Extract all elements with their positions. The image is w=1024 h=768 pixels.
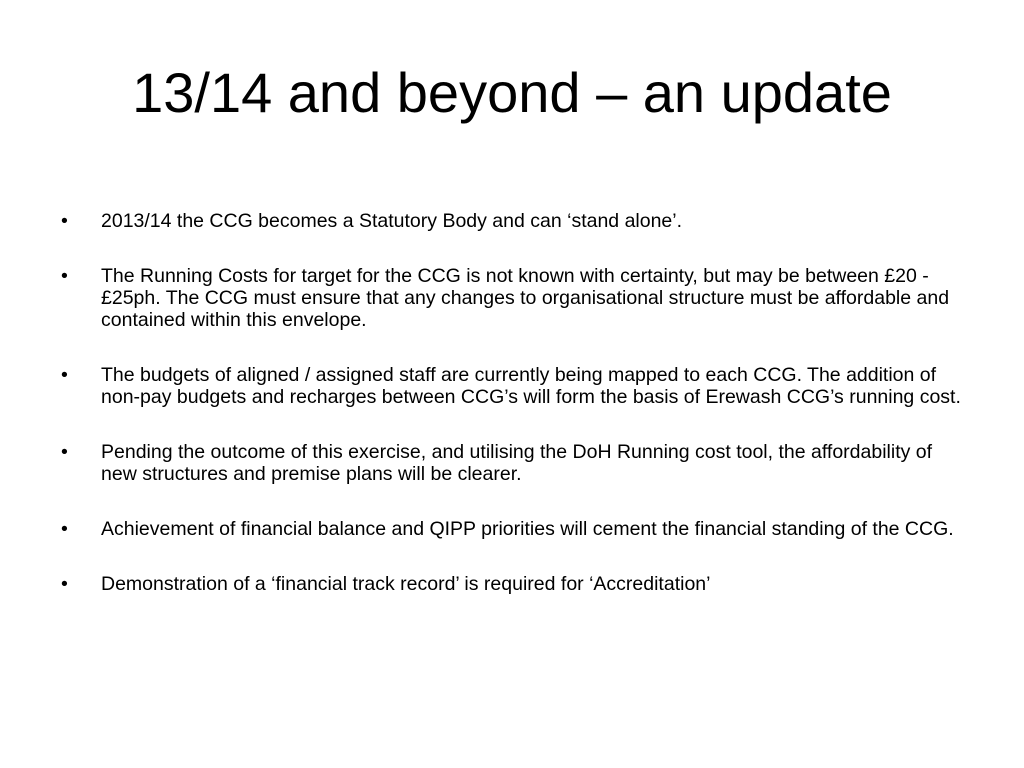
bullet-text: Demonstration of a ‘financial track record’ is required for ‘Accreditation’ bbox=[101, 573, 711, 595]
bullet-marker: • bbox=[61, 364, 68, 386]
bullet-item bbox=[60, 210, 970, 232]
bullet-marker: • bbox=[61, 518, 68, 540]
bullet-marker: • bbox=[61, 573, 68, 595]
bullet-text: The budgets of aligned / assigned staff are currently being mapped to each CCG. The addition of non-pay budgets and recharges between CCG’s will form the basis of Erewash CCG’s running cost. bbox=[101, 364, 961, 408]
bullet-text: Achievement of financial balance and QIPP priorities will cement the financial standing of the CCG. bbox=[101, 518, 954, 540]
bullet-marker: • bbox=[61, 265, 68, 287]
bullet-item bbox=[60, 441, 970, 485]
bullet-text: Pending the outcome of this exercise, and utilising the DoH Running cost tool, the affordability of new structures and premise plans will be clearer. bbox=[101, 441, 933, 485]
bullet-text: The Running Costs for target for the CCG is not known with certainty, but may be between £20 - £25ph. The CCG must ensure that any changes to organisational structure must be affordable and contained within this envelope. bbox=[101, 265, 950, 331]
slide-title: 13/14 and beyond – an update bbox=[132, 61, 892, 124]
bullet-item bbox=[60, 265, 970, 331]
bullet-item bbox=[60, 364, 970, 408]
bullet-item bbox=[60, 518, 970, 540]
bullet-marker: • bbox=[61, 441, 68, 463]
bullet-list bbox=[60, 210, 970, 628]
bullet-marker: • bbox=[61, 210, 68, 232]
bullet-item bbox=[60, 573, 970, 595]
bullet-text: 2013/14 the CCG becomes a Statutory Body and can ‘stand alone’. bbox=[101, 210, 683, 232]
